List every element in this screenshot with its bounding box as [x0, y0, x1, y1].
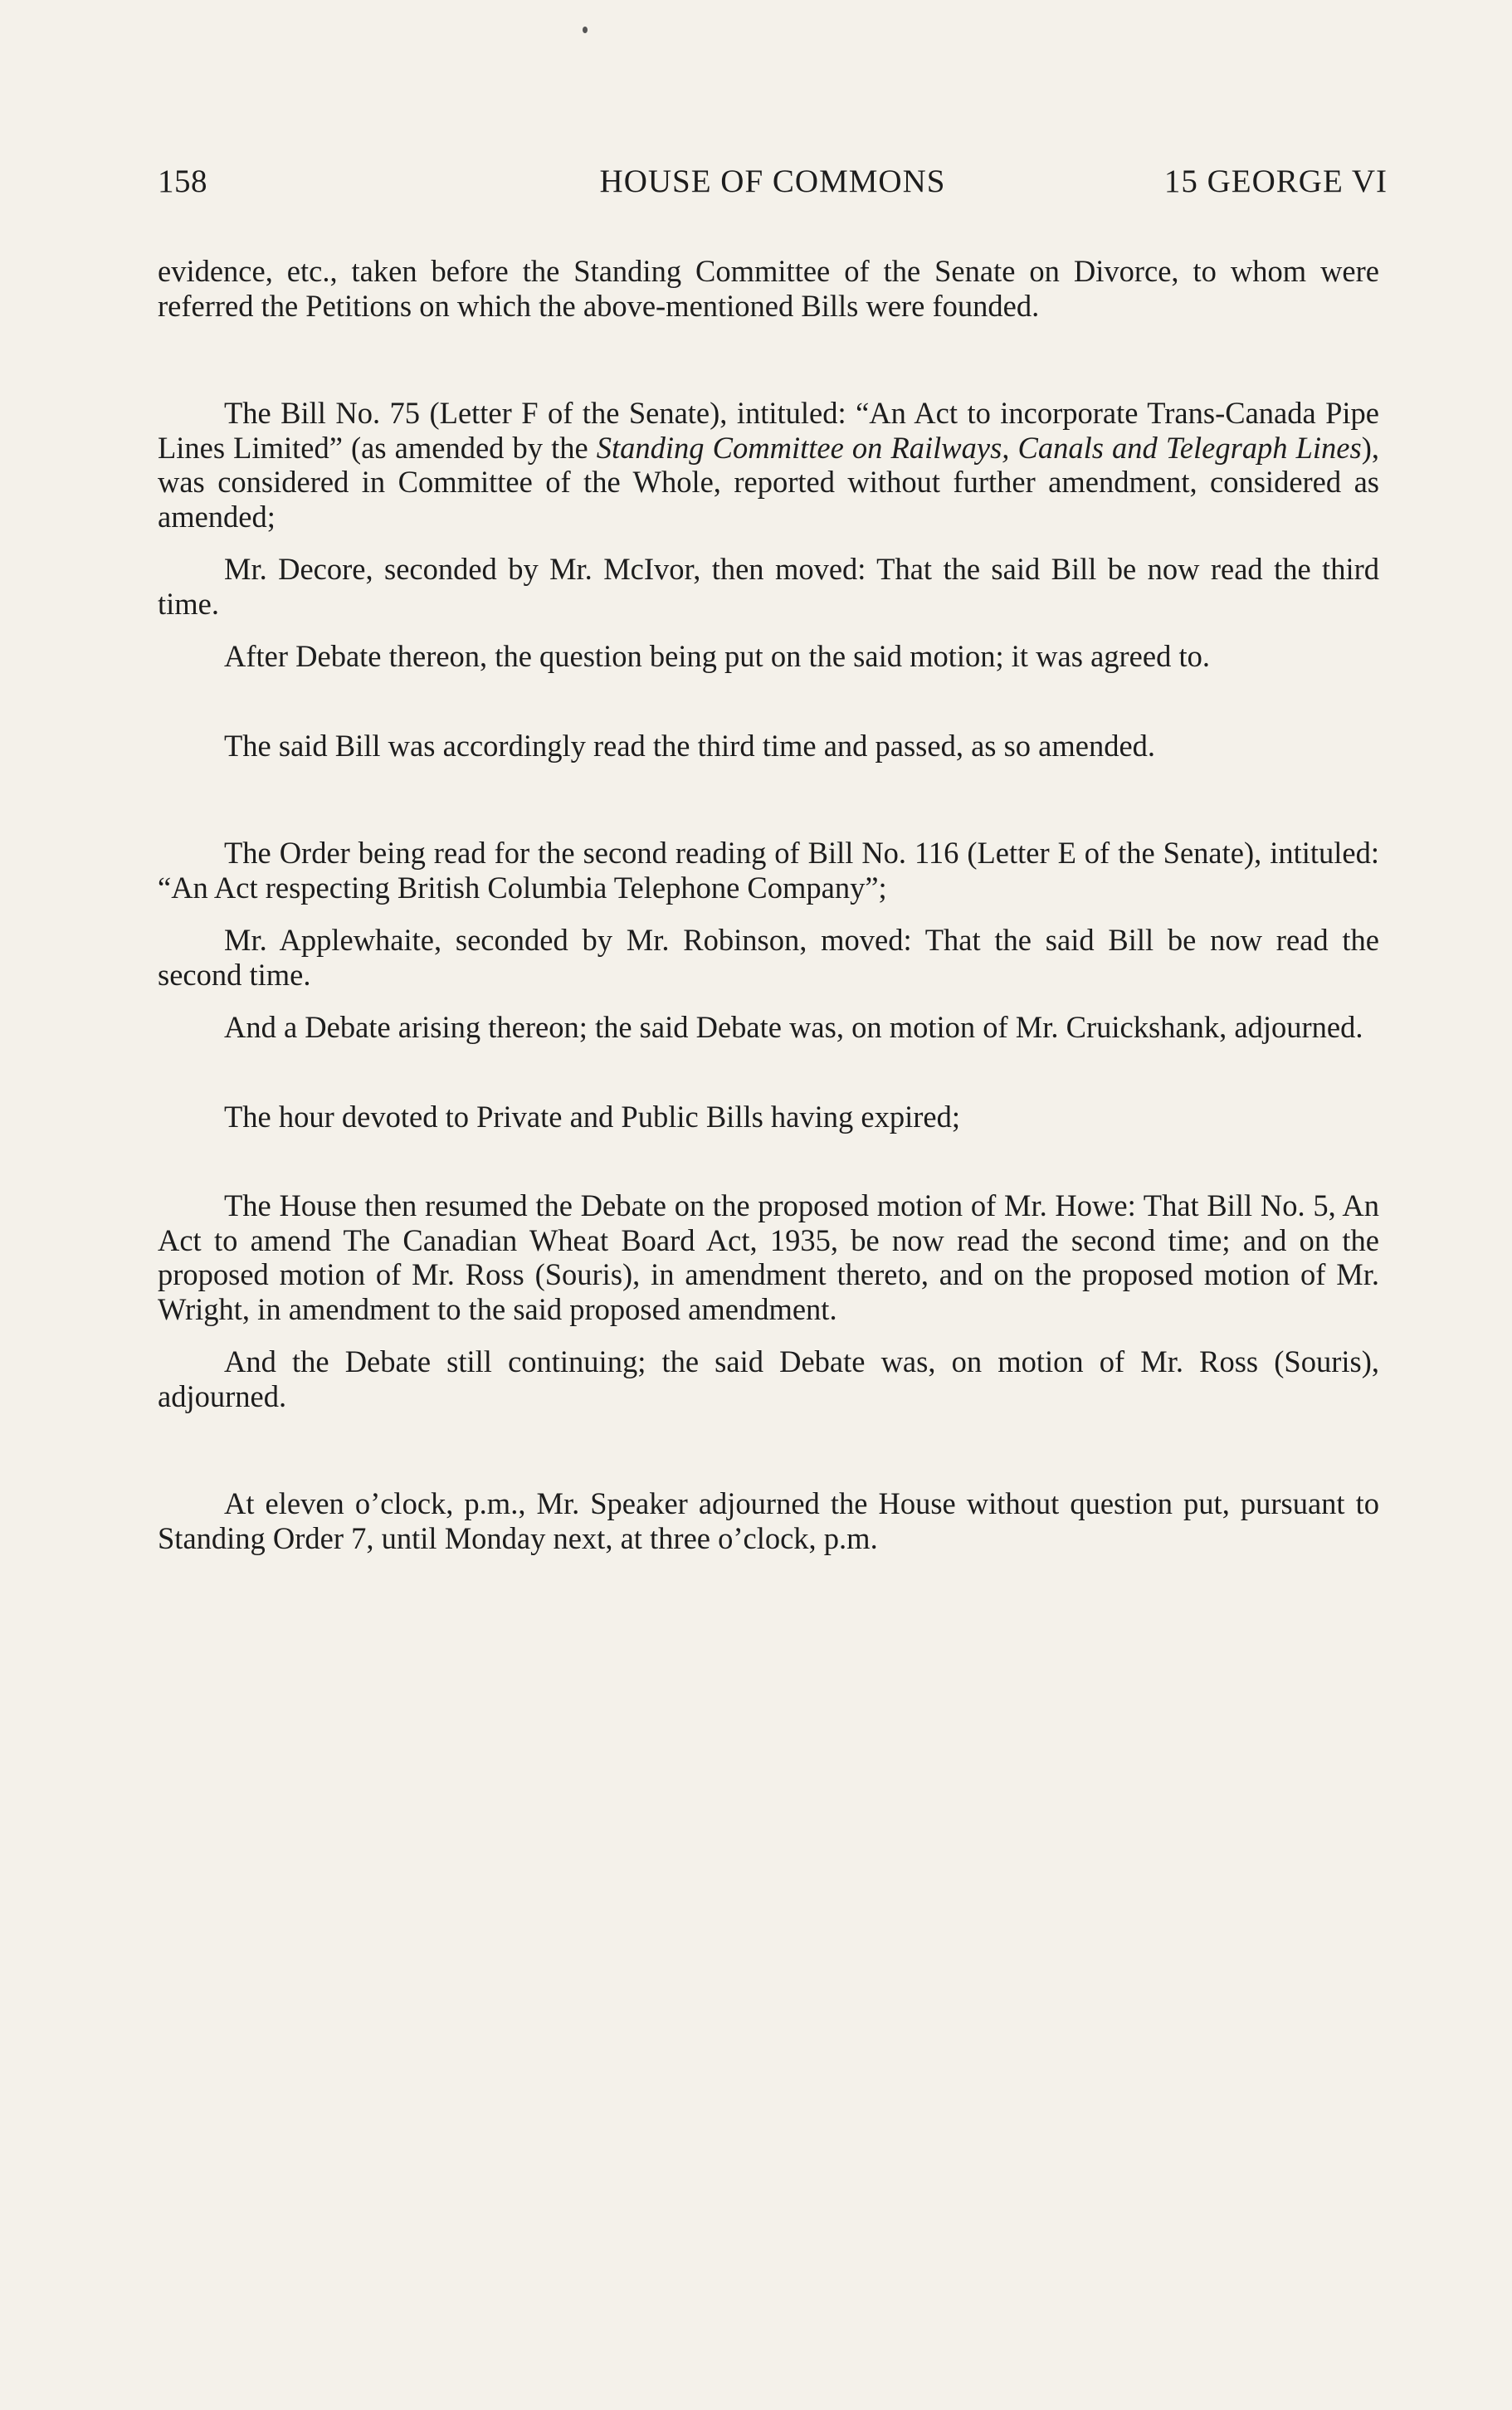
running-header — [158, 163, 1388, 209]
ink-speck — [583, 27, 588, 33]
paragraph-applewhaite-motion: Mr. Applewhaite, seconded by Mr. Robinson, moved: That the said Bill be now read the second time. — [158, 923, 1379, 992]
paragraph-decore-motion: Mr. Decore, seconded by Mr. McIvor, then moved: That the said Bill be now read the third time. — [158, 552, 1379, 621]
paragraph-bill-75 — [158, 396, 1379, 534]
page-number: 158 — [158, 163, 207, 199]
committee-name: Standing Committee on Railways, Canals and Telegraph Lines — [596, 430, 1362, 465]
bill-75-text-pre: The Bill No. 75 (Letter F of the Senate), intituled: “An Act to incorporate Trans-Canada Pipe Lines Limited” (as amended by the — [158, 396, 1379, 465]
page-body — [158, 254, 1379, 1555]
regnal-year: 15 GEORGE VI — [1163, 163, 1388, 199]
paragraph-third-reading-passed: The said Bill was accordingly read the third time and passed, as so amended. — [224, 728, 1156, 763]
bill-75-text-post: ), was considered in Committee of the Whole, reported without further amendment, considered as amended; — [158, 430, 1379, 534]
paragraph-hour-expired: The hour devoted to Private and Public Bills having expired; — [224, 1099, 960, 1134]
paragraph-debate-agreed: After Debate thereon, the question being put on the said motion; it was agreed to. — [224, 639, 1210, 673]
paragraph-wheat-board-debate: The House then resumed the Debate on the proposed motion of Mr. Howe: That Bill No. 5, An Act to amend The Canadian Wheat Board Act, 1935, be now read the second time; and on the proposed motion of Mr. Ross (Souris), in amendment thereto, and on the proposed motion of Mr. Wright, in amendment to the said proposed amendment. — [158, 1188, 1379, 1326]
paragraph-bill-116-order: The Order being read for the second reading of Bill No. 116 (Letter E of the Senate), intituled: “An Act respecting British Columbia Telephone Company”; — [158, 836, 1379, 905]
paragraph-debate-adjourned-cruickshank: And a Debate arising thereon; the said Debate was, on motion of Mr. Cruickshank, adjourned. — [224, 1010, 1363, 1044]
header-title: HOUSE OF COMMONS — [599, 163, 946, 199]
paragraph-house-adjourned: At eleven o’clock, p.m., Mr. Speaker adjourned the House without question put, pursuant to Standing Order 7, until Monday next, at three o’clock, p.m. — [158, 1486, 1379, 1555]
paragraph-debate-adjourned-ross: And the Debate still continuing; the said Debate was, on motion of Mr. Ross (Souris), adjourned. — [158, 1344, 1379, 1413]
paragraph-senate-divorce-evidence: evidence, etc., taken before the Standing Committee of the Senate on Divorce, to whom were referred the Petitions on which the above-mentioned Bills were founded. — [158, 254, 1379, 323]
